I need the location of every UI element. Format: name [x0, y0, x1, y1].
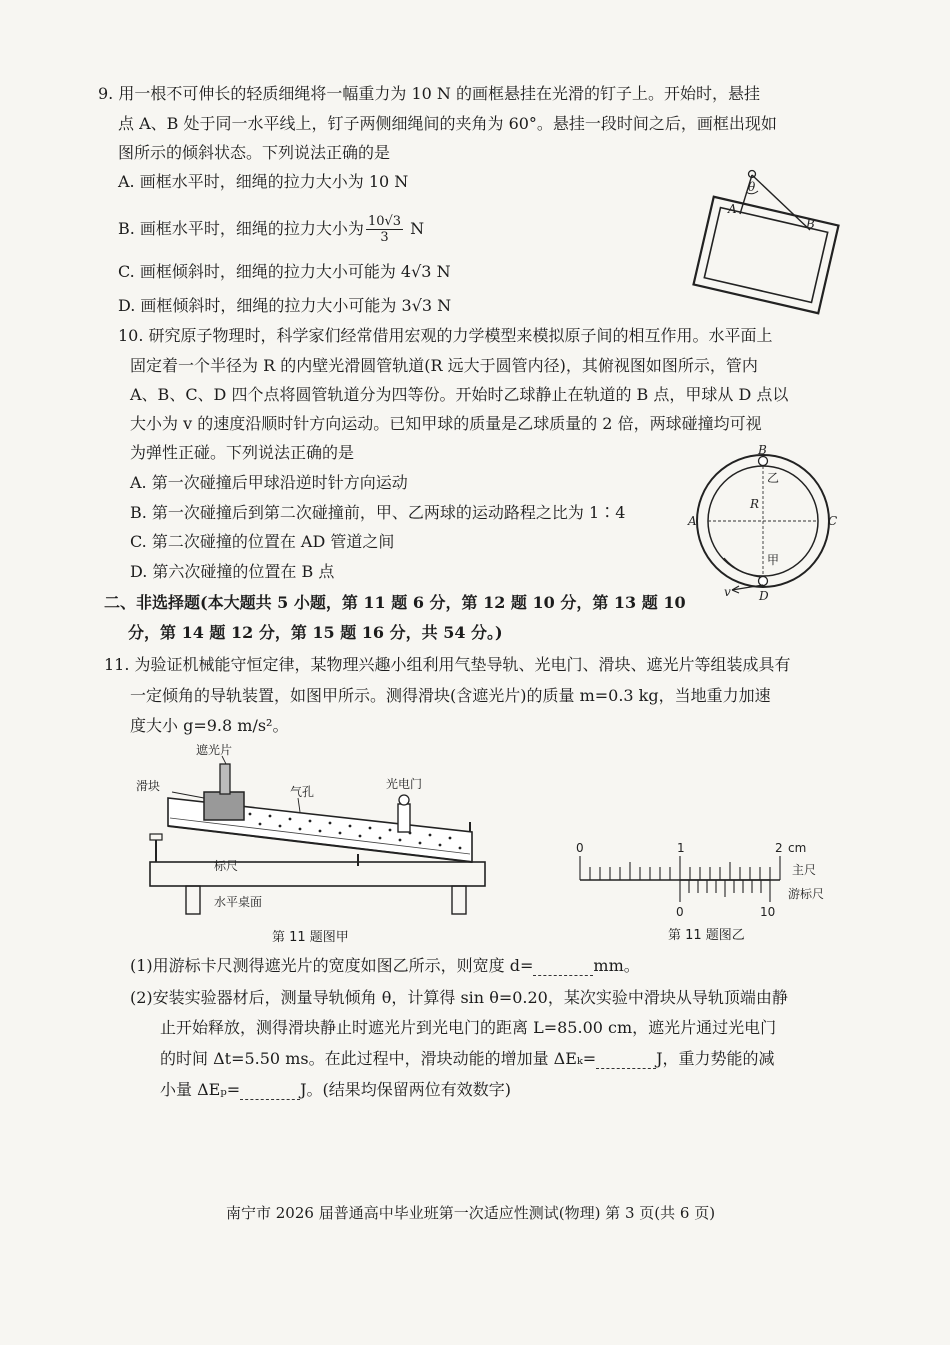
q11-air-track-figure [130, 742, 500, 922]
shade-leader-line [222, 756, 226, 764]
support-knob-left [150, 834, 162, 840]
q9-stem-line3: 图所示的倾斜状态。下列说法正确的是 [118, 143, 391, 162]
main-tick-label-1: 1 [677, 841, 685, 855]
point-d-label: D [759, 589, 769, 603]
slider-label: 滑块 [136, 779, 161, 793]
q11-part1-text: (1)用游标卡尺测得遮光片的宽度如图乙所示，则宽度 d= [130, 956, 534, 975]
desk-top [150, 862, 485, 886]
main-tick-label-2: 2 [775, 841, 783, 855]
q9-option-b-unit: N [410, 219, 425, 238]
velocity-label: v [724, 585, 731, 599]
q11-stem-line3: 度大小 g=9.8 m/s²。 [130, 716, 289, 735]
ball-yi-label: 乙 [767, 471, 780, 485]
q10-option-d: D. 第六次碰撞的位置在 B 点 [130, 562, 335, 581]
fraction-numerator: 10√3 [367, 214, 402, 229]
q9-option-a: A. 画框水平时，细绳的拉力大小为 10 N [118, 172, 409, 191]
answer-blank-delta-ep[interactable] [240, 1085, 300, 1100]
q10-stem-line1: 10. 研究原子物理时，科学家们经常借用宏观的力学模型来模拟原子间的相互作用。水平面上 [118, 326, 773, 345]
point-b-label: B [758, 443, 767, 457]
desk-label: 水平桌面 [214, 895, 263, 909]
q9-picture-frame-figure [690, 160, 850, 320]
vernier-scale-label: 游标尺 [788, 887, 825, 901]
air-hole-label: 气孔 [290, 785, 315, 799]
point-a-label: A [688, 514, 697, 528]
slider-leader-line [172, 792, 204, 798]
main-scale-label: 主尺 [792, 863, 817, 877]
q11-part2-line4 [160, 1080, 511, 1100]
fig-b-caption: 第 11 题图乙 [668, 928, 745, 943]
q11-stem-line1: 11. 为验证机械能守恒定律，某物理兴趣小组利用气垫导轨、光电门、滑块、遮光片等组装成具有 [104, 655, 791, 674]
q10-option-b: B. 第一次碰撞后到第二次碰撞前，甲、乙两球的运动路程之比为 1∶4 [130, 503, 626, 522]
section2-heading-line2: 分，第 14 题 12 分，第 15 题 16 分，共 54 分。) [128, 623, 503, 642]
q9-option-c: C. 画框倾斜时，细绳的拉力大小可能为 4√3 N [118, 262, 451, 281]
q9-stem-line2: 点 A、B 处于同一水平线上，钉子两侧细绳间的夹角为 60°。悬挂一段时间之后，画框出现如 [118, 114, 777, 133]
q11-part2-line3 [160, 1049, 775, 1069]
q11-part1-unit: mm。 [593, 956, 640, 975]
q11-part2-line2: 止开始释放，测得滑块静止时遮光片到光电门的距离 L=85.00 cm，遮光片通过光电门 [160, 1018, 777, 1037]
ball-jia-label: 甲 [767, 553, 780, 567]
q11-stem-line2: 一定倾角的导轨装置，如图甲所示。测得滑块(含遮光片)的质量 m=0.3 kg，当地重力加速 [130, 686, 771, 705]
q9-option-b-fraction [366, 214, 403, 245]
photogate [398, 795, 410, 832]
point-c-label: C [828, 514, 838, 528]
main-scale-ticks [580, 856, 780, 880]
fraction-denominator: 3 [380, 230, 389, 245]
q10-option-c: C. 第二次碰撞的位置在 AD 管道之间 [130, 532, 395, 551]
hole-leader-line [298, 798, 300, 812]
theta-label: θ [748, 180, 756, 194]
q10-option-a: A. 第一次碰撞后甲球沿逆时针方向运动 [130, 473, 408, 492]
q11-part2-line4-tail: J。(结果均保留两位有效数字) [300, 1080, 512, 1099]
desk-leg-right [452, 886, 466, 914]
q9-option-b-text: B. 画框水平时，细绳的拉力大小为 [118, 219, 364, 238]
shade-label: 遮光片 [196, 743, 233, 757]
q11-part2-line4-text: 小量 ΔEₚ= [160, 1080, 241, 1099]
q11-part2-line3-text: 的时间 Δt=5.50 ms。在此过程中，滑块动能的增加量 ΔEₖ= [160, 1049, 597, 1068]
q10-stem-line3: A、B、C、D 四个点将圆管轨道分为四等份。开始时乙球静止在轨道的 B 点，甲球从 D 点以 [130, 385, 789, 404]
section2-heading-line1: 二、非选择题(本大题共 5 小题，第 11 题 6 分，第 12 题 10 分，第 13 题 10 [104, 593, 686, 612]
desk-leg-left [186, 886, 200, 914]
q9-option-d: D. 画框倾斜时，细绳的拉力大小可能为 3√3 N [118, 296, 452, 315]
picture-frame [694, 197, 839, 313]
vernier-scale-ticks [680, 880, 770, 902]
point-a-label: A [728, 202, 737, 216]
ball-yi-icon [759, 457, 768, 466]
fig-a-caption: 第 11 题图甲 [272, 930, 349, 945]
q10-stem-line5: 为弹性正碰。下列说法正确的是 [130, 443, 355, 462]
main-tick-label-0: 0 [576, 841, 584, 855]
vernier-tick-label-0: 0 [676, 905, 684, 919]
motion-path-arrow [724, 558, 760, 577]
q9-stem-line1: 9. 用一根不可伸长的轻质细绳将一幅重力为 10 N 的画框悬挂在光滑的钉子上。开始时，悬挂 [98, 84, 760, 103]
page-footer: 南宁市 2026 届普通高中毕业班第一次适应性测试(物理) 第 3 页(共 6 页) [226, 1204, 716, 1222]
q11-part1 [130, 956, 640, 976]
q10-stem-line4: 大小为 v 的速度沿顺时针方向运动。已知甲球的质量是乙球质量的 2 倍，两球碰撞均可视 [130, 414, 762, 433]
radius-label: R [750, 497, 760, 511]
unit-label: cm [788, 841, 807, 855]
q11-part2-line3-tail: J，重力势能的减 [656, 1049, 775, 1068]
q9-option-b [118, 214, 424, 245]
q11-vernier-caliper-figure [570, 838, 840, 928]
slider-block [204, 764, 244, 820]
q10-circular-track-figure [680, 440, 850, 610]
answer-blank-d[interactable] [533, 961, 593, 976]
vernier-tick-label-10: 10 [760, 905, 776, 919]
ball-jia-icon [759, 577, 768, 586]
answer-blank-delta-ek[interactable] [596, 1054, 656, 1069]
ruler-label: 标尺 [214, 859, 239, 873]
q10-stem-line2: 固定着一个半径为 R 的内壁光滑圆管轨道(R 远大于圆管内径)，其俯视图如图所示，管内 [130, 356, 758, 375]
light-shade-plate [220, 764, 230, 794]
point-b-label: B [806, 217, 815, 231]
q11-part2-line1: (2)安装实验器材后，测量导轨倾角 θ，计算得 sin θ=0.20，某次实验中滑块从导轨顶端由静 [130, 988, 788, 1007]
photogate-label: 光电门 [386, 777, 423, 791]
